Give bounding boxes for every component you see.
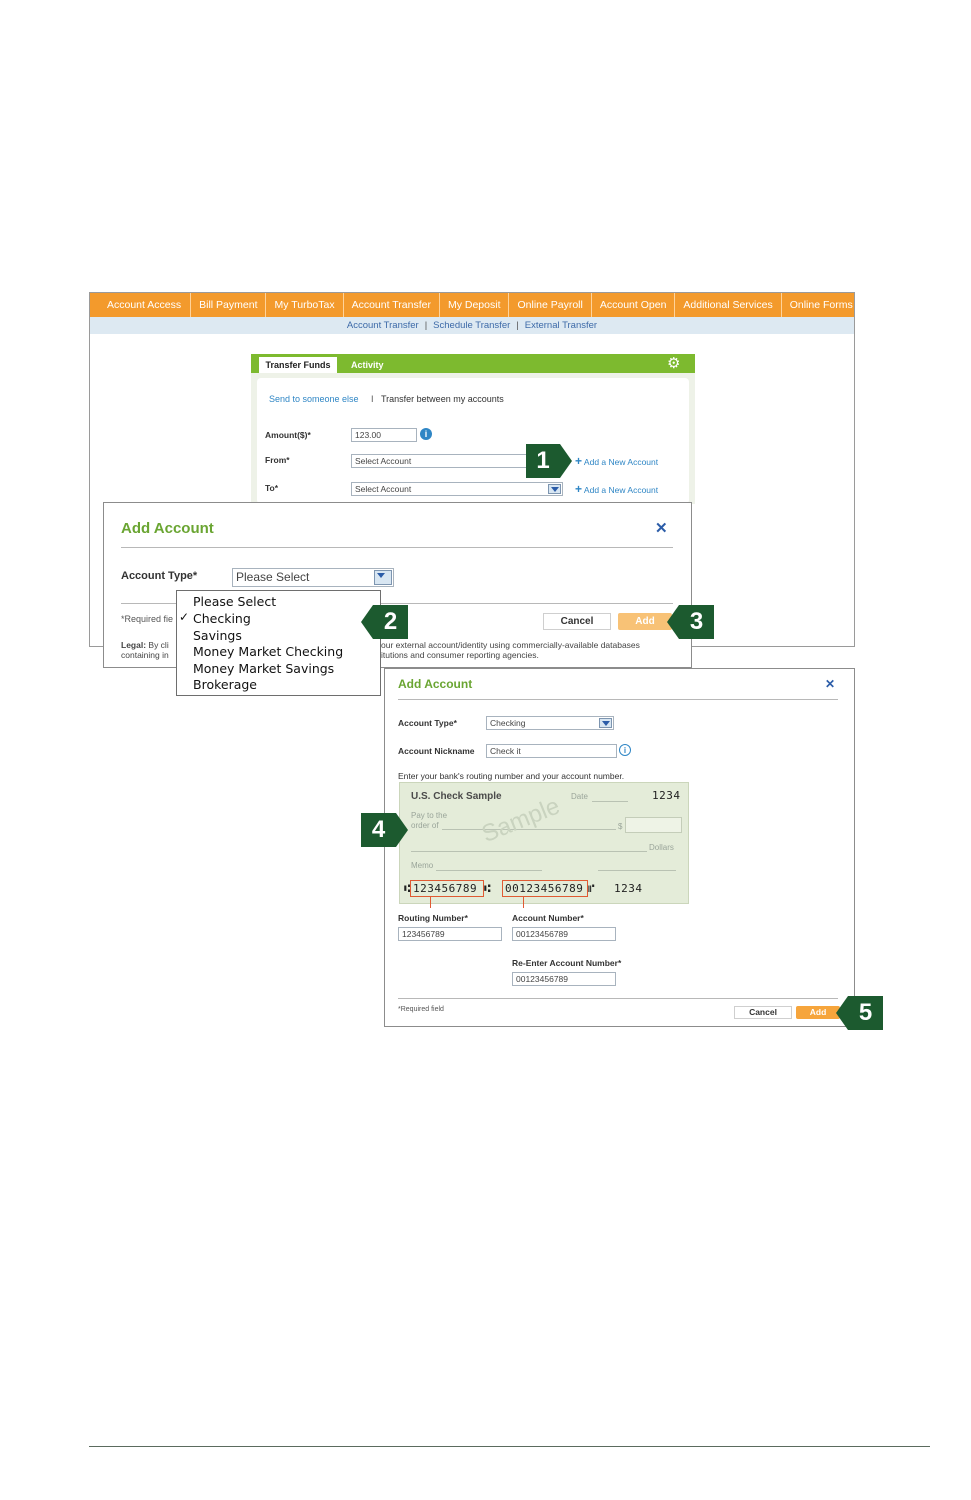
sample-watermark: Sample bbox=[478, 792, 564, 849]
footer-rule bbox=[89, 1446, 930, 1447]
memo-line bbox=[436, 870, 542, 871]
dollars-label: Dollars bbox=[649, 843, 674, 852]
account-type-value: Checking bbox=[490, 718, 526, 728]
to-select[interactable] bbox=[351, 482, 563, 496]
to-select-value: Select Account bbox=[355, 484, 412, 494]
micr-symbol: ⑆ bbox=[404, 882, 412, 895]
micr-account: 00123456789 bbox=[505, 882, 584, 895]
callout-4-pointer bbox=[396, 813, 408, 847]
option-brokerage[interactable]: Brokerage bbox=[193, 677, 257, 692]
account-type-label: Account Type* bbox=[121, 570, 198, 582]
subnav-account-transfer[interactable]: Account Transfer bbox=[346, 320, 419, 331]
chevron-down-icon bbox=[599, 718, 612, 728]
required-note: *Required fie bbox=[121, 614, 174, 624]
cancel-button[interactable]: Cancel bbox=[543, 613, 611, 630]
add-new-account-label: Add a New Account bbox=[583, 485, 659, 495]
routing-number-input[interactable]: 123456789 bbox=[398, 927, 502, 941]
required-note: *Required field bbox=[398, 1006, 444, 1013]
account-type-label: Account Type* bbox=[398, 718, 457, 728]
plus-icon: + bbox=[575, 482, 583, 496]
add-account-dialog-2 bbox=[384, 668, 855, 1027]
legal-text-line2: containing in bbox=[121, 650, 169, 660]
subnav-schedule-transfer[interactable]: Schedule Transfer bbox=[433, 320, 511, 331]
account-type-value: Please Select bbox=[236, 570, 310, 584]
divider bbox=[398, 998, 838, 999]
callout-1-pointer bbox=[560, 444, 572, 478]
check-number: 1234 bbox=[652, 789, 681, 802]
nav-online-forms[interactable]: Online Forms bbox=[789, 299, 853, 311]
to-label: To* bbox=[265, 483, 279, 493]
legal-label: Legal: bbox=[121, 640, 147, 650]
add-button[interactable]: Add bbox=[618, 613, 672, 630]
transfer-panel bbox=[251, 354, 695, 504]
nickname-label: Account Nickname bbox=[398, 746, 475, 756]
chevron-down-icon bbox=[374, 570, 392, 585]
subnav-external-transfer[interactable]: External Transfer bbox=[524, 320, 598, 331]
routing-number-label: Routing Number* bbox=[398, 913, 468, 923]
option-checking[interactable]: Checking bbox=[193, 611, 251, 626]
nav-online-payroll[interactable]: Online Payroll bbox=[509, 293, 591, 317]
micr-symbol: ⑈ bbox=[588, 882, 596, 895]
callout-4: 4 bbox=[361, 813, 396, 847]
check-date-label: Date bbox=[571, 792, 588, 801]
callout-3-pointer bbox=[667, 605, 679, 639]
option-please-select[interactable]: Please Select bbox=[193, 594, 277, 609]
signature-line bbox=[598, 870, 676, 871]
micr-check-number: 1234 bbox=[614, 882, 643, 895]
instructions-text: Enter your bank's routing number and your account number. bbox=[398, 771, 625, 781]
transfer-form bbox=[257, 378, 689, 504]
account-type-select[interactable] bbox=[486, 716, 614, 730]
from-label: From* bbox=[265, 455, 290, 465]
legal-text-line1 bbox=[121, 640, 169, 650]
tab-activity[interactable]: Activity bbox=[351, 360, 384, 370]
nav-bill-payment[interactable]: Bill Payment bbox=[191, 293, 266, 317]
top-navigation bbox=[90, 293, 854, 317]
chevron-down-icon bbox=[548, 484, 561, 494]
close-icon[interactable]: ✕ bbox=[825, 677, 836, 691]
pay-to-label-1: Pay to the bbox=[411, 811, 448, 820]
nav-account-access[interactable]: Account Access bbox=[90, 293, 191, 317]
add-new-account-label: Add a New Account bbox=[583, 457, 659, 467]
sub-navigation bbox=[90, 317, 854, 334]
routing-pointer-line bbox=[430, 897, 431, 908]
nav-my-deposit[interactable]: My Deposit bbox=[440, 293, 510, 317]
subnav-separator: | bbox=[516, 320, 519, 331]
account-pointer-line bbox=[523, 897, 524, 908]
info-icon[interactable]: i bbox=[420, 428, 432, 440]
plus-icon: + bbox=[575, 454, 583, 468]
tab-bar bbox=[251, 354, 695, 373]
transfer-between-accounts-link[interactable]: Transfer between my accounts bbox=[381, 394, 504, 404]
option-money-market-savings[interactable]: Money Market Savings bbox=[193, 661, 335, 676]
check-title: U.S. Check Sample bbox=[411, 791, 502, 802]
amount-box bbox=[625, 817, 682, 833]
link-separator: I bbox=[371, 394, 374, 404]
dialog-title: Add Account bbox=[398, 677, 473, 691]
nickname-input[interactable]: Check it bbox=[486, 744, 617, 758]
subnav-separator: | bbox=[424, 320, 428, 331]
cancel-button[interactable]: Cancel bbox=[734, 1006, 792, 1019]
option-savings[interactable]: Savings bbox=[193, 628, 242, 643]
tab-transfer-funds[interactable]: Transfer Funds bbox=[259, 357, 337, 373]
legal-text-line2-end: itutions and consumer reporting agencies. bbox=[381, 650, 539, 660]
dollar-sign: $ bbox=[618, 822, 623, 831]
check-sample-image bbox=[399, 782, 689, 904]
info-icon[interactable]: i bbox=[619, 744, 631, 756]
divider bbox=[121, 547, 673, 548]
account-number-input[interactable]: 00123456789 bbox=[512, 927, 616, 941]
callout-5: 5 bbox=[848, 996, 883, 1030]
pay-to-label-2: order of bbox=[411, 821, 439, 830]
account-type-dropdown-menu bbox=[176, 590, 381, 696]
dollars-line bbox=[411, 851, 647, 852]
close-icon[interactable]: ✕ bbox=[655, 520, 668, 537]
add-new-account-from-link[interactable] bbox=[575, 454, 658, 468]
account-type-select[interactable] bbox=[232, 568, 394, 587]
option-money-market-checking[interactable]: Money Market Checking bbox=[193, 644, 344, 659]
add-button[interactable]: Add bbox=[796, 1006, 840, 1019]
dialog-title: Add Account bbox=[121, 520, 214, 537]
account-number-label: Account Number* bbox=[512, 913, 584, 923]
nav-additional-services[interactable]: Additional Services bbox=[675, 293, 781, 317]
add-new-account-to-link[interactable] bbox=[575, 482, 658, 496]
callout-1: 1 bbox=[526, 444, 560, 478]
from-select-value: Select Account bbox=[355, 456, 412, 466]
callout-3: 3 bbox=[679, 605, 714, 639]
amount-input[interactable]: 123.00 bbox=[351, 428, 417, 442]
memo-label: Memo bbox=[411, 861, 434, 870]
callout-2-pointer bbox=[361, 605, 373, 639]
callout-5-pointer bbox=[836, 996, 848, 1030]
divider bbox=[398, 699, 838, 700]
checkmark-icon: ✓ bbox=[179, 610, 190, 624]
gear-icon[interactable]: ⚙ bbox=[667, 355, 681, 372]
reenter-account-number-label: Re-Enter Account Number* bbox=[512, 958, 622, 968]
amount-label: Amount($)* bbox=[265, 430, 311, 440]
send-to-someone-link[interactable]: Send to someone else bbox=[269, 394, 359, 404]
nav-account-transfer[interactable]: Account Transfer bbox=[344, 293, 440, 317]
legal-fragment: By cli bbox=[148, 640, 169, 650]
legal-text-line1-end: our external account/identity using commercially-available databases bbox=[381, 640, 640, 650]
check-date-line bbox=[592, 801, 628, 802]
nav-account-open[interactable]: Account Open bbox=[592, 293, 676, 317]
reenter-account-number-input[interactable]: 00123456789 bbox=[512, 972, 616, 986]
callout-2: 2 bbox=[373, 605, 408, 639]
nav-my-turbotax[interactable]: My TurboTax bbox=[266, 293, 343, 317]
micr-routing: 123456789 bbox=[413, 882, 478, 895]
micr-symbol: ⑆ bbox=[484, 882, 492, 895]
